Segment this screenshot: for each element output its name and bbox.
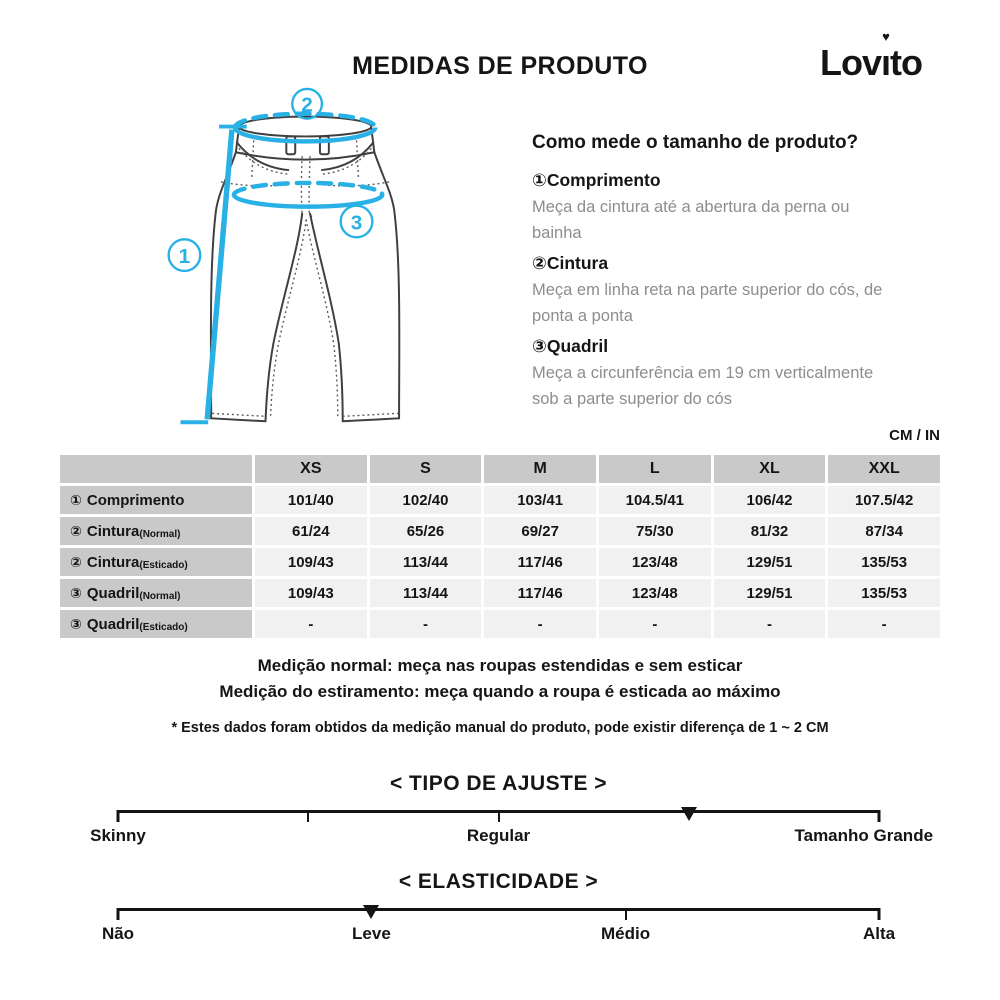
circled-number-icon: ③ (532, 336, 547, 357)
size-column-header: XXL (828, 455, 940, 483)
size-column-header: S (370, 455, 482, 483)
scale-tick (625, 908, 627, 920)
measurement-value-cell: 113/44 (370, 548, 482, 576)
measurement-value-cell: 65/26 (370, 517, 482, 545)
measurement-value-cell: 75/30 (599, 517, 711, 545)
circled-number-icon: ① (70, 491, 82, 508)
callout-2 (292, 89, 322, 119)
scale-label: Médio (601, 924, 651, 943)
how-to-measure-items (532, 170, 952, 412)
measure-item-description: Meça em linha reta na parte superior do cós, de ponta a ponta (532, 281, 883, 326)
measurement-row-label: ② Cintura (Esticado) (60, 548, 252, 576)
measurement-row-label: ③ Quadril (Normal) (60, 579, 252, 607)
measure-item-label: ②Cintura (532, 253, 609, 274)
scale-fit-type (90, 772, 934, 848)
measure-item-label: ③Quadril (532, 336, 609, 357)
brand-logo: Lovı ♥ to (819, 29, 922, 83)
circled-number-icon: ① (532, 170, 547, 190)
measurement-value-cell: 81/32 (714, 517, 826, 545)
circled-number-icon: ② (532, 253, 547, 274)
measure-item-label: ①Comprimento (532, 170, 661, 190)
scale-tick (498, 810, 500, 822)
scale-label: Skinny (90, 826, 146, 845)
scale-tick (307, 810, 309, 822)
measurement-value-cell: - (828, 610, 940, 638)
size-column-header: L (599, 455, 711, 483)
scale-track (118, 810, 879, 813)
size-column-header: XL (714, 455, 826, 483)
measurement-value-cell: 103/41 (484, 486, 596, 514)
scale-title: < ELASTICIDADE > (398, 870, 599, 893)
measurement-value-cell: 101/40 (255, 486, 367, 514)
measure-item (532, 170, 952, 246)
scale-marker-icon (363, 905, 379, 919)
hip-ellipse-annotation (234, 183, 382, 195)
scale-labels (101, 924, 896, 946)
scale-tick (117, 908, 120, 920)
table-corner-cell (60, 455, 252, 483)
scale-label: Não (101, 924, 135, 943)
scale-label: Alta (862, 924, 896, 943)
page-title: MEDIDAS DE PRODUTO (352, 52, 648, 80)
callout-1 (169, 239, 201, 271)
svg-text:1: 1 (178, 245, 191, 269)
size-column-header: M (484, 455, 596, 483)
measurement-value-cell: 106/42 (714, 486, 826, 514)
measurement-annotations (169, 89, 383, 422)
measure-item-description: Meça a circunferência em 19 cm verticalmente sob a parte superior do cós (532, 364, 874, 409)
scale-tick (878, 810, 881, 822)
heart-icon: ♥ (882, 29, 889, 44)
callout-3 (341, 206, 373, 238)
measurement-value-cell: 113/44 (370, 579, 482, 607)
measurement-value-cell: 123/48 (599, 548, 711, 576)
row-variant: (Normal) (139, 591, 181, 602)
measurement-value-cell: 107.5/42 (828, 486, 940, 514)
measurement-value-cell: 129/51 (714, 579, 826, 607)
scale-title: < TIPO DE AJUSTE > (389, 772, 608, 795)
measurement-row-label: ② Cintura (Normal) (60, 517, 252, 545)
svg-text:2: 2 (301, 93, 313, 117)
scale-labels (90, 826, 934, 848)
measurement-value-cell: 69/27 (484, 517, 596, 545)
measurement-value-cell: 102/40 (370, 486, 482, 514)
note-disclaimer: * Estes dados foram obtidos da medição manual do produto, pode existir diferença de 1 ~ 2 CM (171, 719, 829, 736)
note-stretch: Medição do estiramento: meça quando a roupa é esticada ao máximo (219, 682, 781, 702)
measurement-row-label: ① Comprimento (60, 486, 252, 514)
scale-track (118, 908, 879, 911)
measurement-value-cell: 87/34 (828, 517, 940, 545)
scale-tick (878, 908, 881, 920)
measurement-value-cell: 61/24 (255, 517, 367, 545)
how-to-measure-title: Como mede o tamanho de produto? (532, 132, 859, 153)
measure-item (532, 253, 952, 329)
unit-label: CM / IN (889, 427, 940, 444)
attribute-scales (90, 772, 934, 946)
size-column-header: XS (255, 455, 367, 483)
measurement-value-cell: 104.5/41 (599, 486, 711, 514)
row-variant: (Esticado) (139, 622, 188, 633)
circled-number-icon: ② (70, 522, 82, 539)
pants-diagram (150, 85, 480, 447)
measurement-value-cell: - (370, 610, 482, 638)
measurement-value-cell: - (484, 610, 596, 638)
row-variant: (Normal) (139, 529, 181, 540)
scale-tick (117, 810, 120, 822)
measurement-value-cell: 123/48 (599, 579, 711, 607)
scale-label: Regular (466, 826, 531, 845)
measurement-value-cell: 129/51 (714, 548, 826, 576)
how-to-measure-section (532, 132, 952, 412)
circled-number-icon: ③ (70, 615, 82, 632)
row-variant: (Esticado) (139, 560, 188, 571)
pants-drawing (211, 117, 399, 422)
scale-elasticity (101, 870, 896, 946)
circled-number-icon: ③ (70, 584, 82, 601)
measurement-value-cell: 117/46 (484, 579, 596, 607)
measurement-notes (0, 653, 1000, 736)
circled-number-icon: ② (70, 553, 82, 570)
measurement-value-cell: 135/53 (828, 579, 940, 607)
measurement-value-cell: 109/43 (255, 579, 367, 607)
measure-item-description: Meça da cintura até a abertura da perna ou bainha (532, 198, 850, 243)
scale-label: Tamanho Grande (794, 826, 934, 845)
measurement-value-cell: - (714, 610, 826, 638)
scale-label: Leve (352, 924, 391, 943)
measurement-value-cell: - (599, 610, 711, 638)
measurement-value-cell: - (255, 610, 367, 638)
measure-item (532, 336, 952, 412)
size-table (60, 455, 940, 638)
scale-marker-icon (681, 807, 697, 821)
measurement-value-cell: 117/46 (484, 548, 596, 576)
measurement-value-cell: 109/43 (255, 548, 367, 576)
measurement-row-label: ③ Quadril (Esticado) (60, 610, 252, 638)
note-normal: Medição normal: meça nas roupas estendidas e sem esticar (257, 656, 743, 675)
svg-text:3: 3 (350, 211, 363, 235)
measurement-value-cell: 135/53 (828, 548, 940, 576)
